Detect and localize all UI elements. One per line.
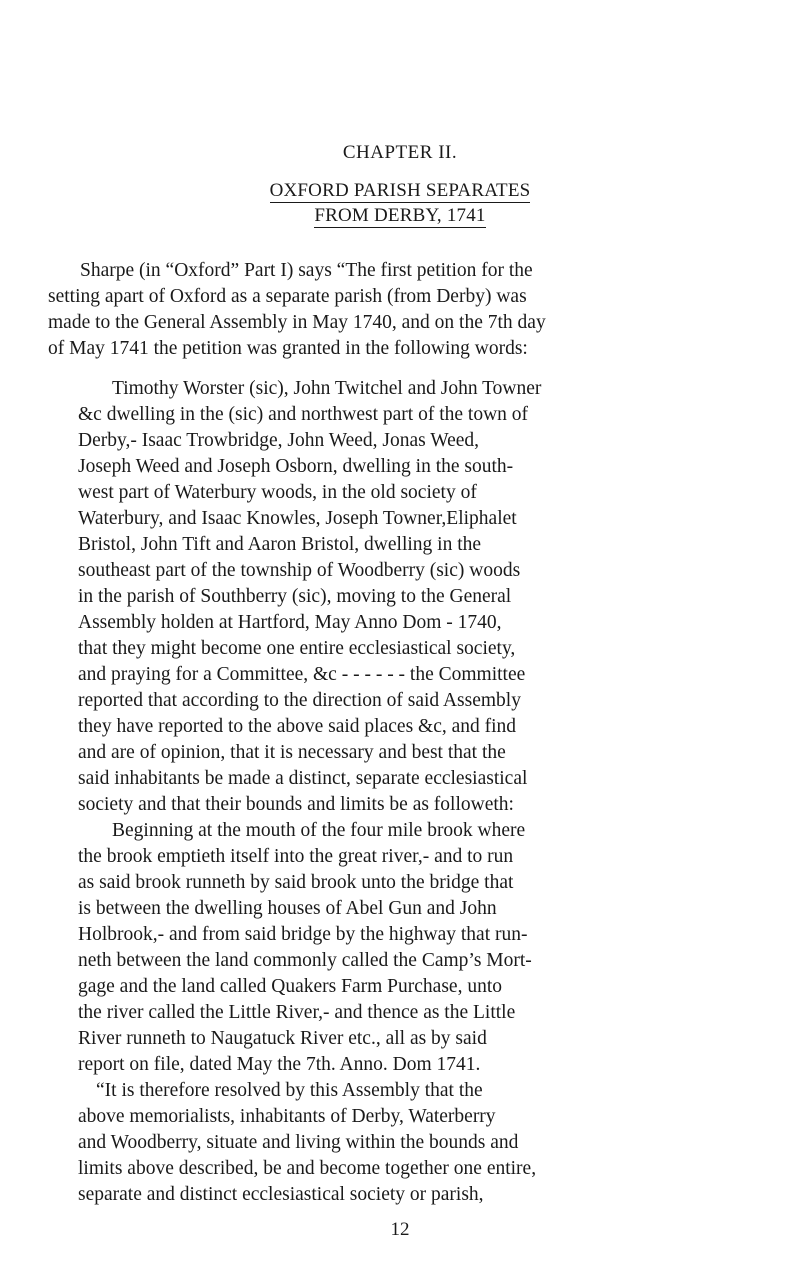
intro-line: Sharpe (in “Oxford” Part I) says “The first petition for the <box>80 260 533 281</box>
quote-line: neth between the land commonly called the Camp’s Mort- <box>78 950 532 971</box>
chapter-title-line-1: OXFORD PARISH SEPARATES <box>269 180 531 201</box>
quote-line: and praying for a Committee, &c - - - - - - the Committee <box>78 664 526 685</box>
quote-line: west part of Waterbury woods, in the old society of <box>78 482 477 503</box>
quote-line: limits above described, be and become together one entire, <box>78 1158 537 1179</box>
quote-line: above memorialists, inhabitants of Derby, Waterberry <box>78 1106 496 1127</box>
chapter-heading: CHAPTER II. <box>342 142 458 163</box>
quote-line: society and that their bounds and limits be as followeth: <box>78 794 514 815</box>
quote-line: &c dwelling in the (sic) and northwest part of the town of <box>78 404 529 425</box>
intro-line: made to the General Assembly in May 1740, and on the 7th day <box>48 312 546 333</box>
quote-line: is between the dwelling houses of Abel Gun and John <box>78 898 497 919</box>
quote-line: River runneth to Naugatuck River etc., all as by said <box>78 1028 487 1049</box>
quote-line: Bristol, John Tift and Aaron Bristol, dwelling in the <box>78 534 482 555</box>
quote-line: separate and distinct ecclesiastical society or parish, <box>78 1184 484 1205</box>
quote-line: “It is therefore resolved by this Assembly that the <box>96 1080 483 1101</box>
quote-line: and are of opinion, that it is necessary and best that the <box>78 742 506 763</box>
quote-line: in the parish of Southberry (sic), moving to the General <box>78 586 512 607</box>
quote-line: report on file, dated May the 7th. Anno. Dom 1741. <box>78 1054 481 1075</box>
page-number: 12 <box>390 1219 410 1240</box>
quote-line: they have reported to the above said places &c, and find <box>78 716 517 737</box>
quote-line: Assembly holden at Hartford, May Anno Dom - 1740, <box>78 612 502 633</box>
quote-line: as said brook runneth by said brook unto the bridge that <box>78 872 514 893</box>
intro-line: of May 1741 the petition was granted in the following words: <box>48 338 528 359</box>
quote-line: Timothy Worster (sic), John Twitchel and John Towner <box>112 378 542 399</box>
chapter-title-line-2: FROM DERBY, 1741 <box>314 205 486 226</box>
quote-line: gage and the land called Quakers Farm Purchase, unto <box>78 976 502 997</box>
quote-line: and Woodberry, situate and living within the bounds and <box>78 1132 519 1153</box>
quote-line: the river called the Little River,- and thence as the Little <box>78 1002 516 1023</box>
quote-line: that they might become one entire ecclesiastical society, <box>78 638 516 659</box>
quote-line: Derby,- Isaac Trowbridge, John Weed, Jonas Weed, <box>78 430 480 451</box>
quote-line: Holbrook,- and from said bridge by the highway that run- <box>78 924 528 945</box>
quote-line: reported that according to the direction of said Assembly <box>78 690 521 711</box>
quote-line: Beginning at the mouth of the four mile brook where <box>112 820 526 841</box>
quote-line: said inhabitants be made a distinct, separate ecclesiastical <box>78 768 528 789</box>
intro-line: setting apart of Oxford as a separate parish (from Derby) was <box>48 286 527 307</box>
quote-line: Waterbury, and Isaac Knowles, Joseph Towner,Eliphalet <box>78 508 517 529</box>
quote-line: southeast part of the township of Woodberry (sic) woods <box>78 560 521 581</box>
quote-line: Joseph Weed and Joseph Osborn, dwelling in the south- <box>78 456 514 477</box>
quote-line: the brook emptieth itself into the great river,- and to run <box>78 846 514 867</box>
